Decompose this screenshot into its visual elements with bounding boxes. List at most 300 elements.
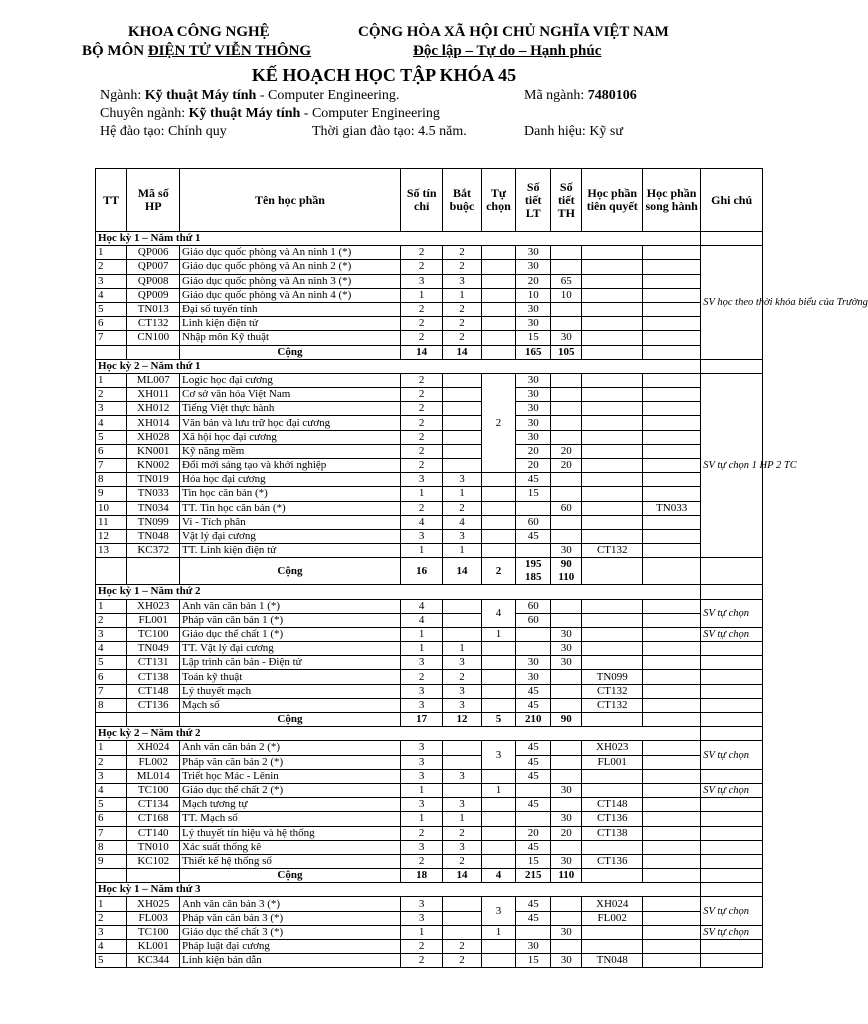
total-row bbox=[96, 558, 763, 585]
table-cell bbox=[551, 911, 582, 925]
column-header: Học phần tiên quyết bbox=[582, 169, 643, 232]
table-row bbox=[96, 317, 763, 331]
table-row bbox=[96, 430, 763, 444]
table-cell bbox=[582, 713, 643, 727]
table-cell bbox=[551, 897, 582, 911]
table-cell bbox=[642, 798, 700, 812]
table-cell: 15 bbox=[516, 487, 551, 501]
table-cell: 4 bbox=[96, 288, 127, 302]
table-cell: 2 bbox=[400, 826, 443, 840]
table-cell: CT132 bbox=[127, 317, 180, 331]
table-cell: TT. Mạch số bbox=[180, 812, 401, 826]
remark-cell: SV tự chọn bbox=[701, 925, 763, 939]
table-cell: 2 bbox=[443, 302, 481, 316]
table-cell bbox=[443, 627, 481, 641]
table-cell: 2 bbox=[400, 317, 443, 331]
table-cell: 2 bbox=[443, 854, 481, 868]
table-cell bbox=[551, 940, 582, 954]
column-header: Bắt buộc bbox=[443, 169, 481, 232]
table-cell bbox=[642, 826, 700, 840]
table-cell: 7 bbox=[96, 826, 127, 840]
table-cell: 65 bbox=[551, 274, 582, 288]
table-cell bbox=[642, 642, 700, 656]
table-cell: XH028 bbox=[127, 430, 180, 444]
table-cell: 18 bbox=[400, 869, 443, 883]
table-cell: FL001 bbox=[127, 613, 180, 627]
specialization-english: - Computer Engineering bbox=[300, 106, 440, 121]
semester-title: Học kỳ 2 – Năm thứ 1 bbox=[96, 359, 701, 373]
table-cell bbox=[642, 713, 700, 727]
table-cell: 2 bbox=[400, 402, 443, 416]
table-cell: 14 bbox=[443, 869, 481, 883]
table-cell: TT. Linh kiện điện tử bbox=[180, 544, 401, 558]
table-cell: 30 bbox=[551, 783, 582, 797]
table-cell: 30 bbox=[551, 656, 582, 670]
table-cell bbox=[642, 515, 700, 529]
table-cell: 3 bbox=[443, 656, 481, 670]
table-cell: Vi - Tích phân bbox=[180, 515, 401, 529]
table-cell: TN019 bbox=[127, 473, 180, 487]
table-cell bbox=[481, 260, 516, 274]
table-row bbox=[96, 246, 763, 260]
table-cell bbox=[551, 769, 582, 783]
table-cell: 2 bbox=[96, 755, 127, 769]
table-cell bbox=[443, 444, 481, 458]
table-cell: Triết học Mác - Lênin bbox=[180, 769, 401, 783]
table-cell: 3 bbox=[400, 755, 443, 769]
table-cell: XH011 bbox=[127, 388, 180, 402]
table-cell bbox=[642, 812, 700, 826]
table-cell bbox=[642, 260, 700, 274]
table-cell: 3 bbox=[443, 798, 481, 812]
table-cell: 2 bbox=[400, 260, 443, 274]
table-row bbox=[96, 755, 763, 769]
table-cell bbox=[127, 345, 180, 359]
table-cell: KC372 bbox=[127, 544, 180, 558]
table-cell: 45 bbox=[516, 741, 551, 755]
table-cell: 4 bbox=[481, 599, 516, 627]
table-cell: 1 bbox=[400, 627, 443, 641]
table-cell bbox=[551, 260, 582, 274]
table-cell: TN048 bbox=[127, 529, 180, 543]
table-cell bbox=[551, 755, 582, 769]
table-cell: 45 bbox=[516, 840, 551, 854]
table-cell: XH012 bbox=[127, 402, 180, 416]
table-body bbox=[96, 232, 868, 968]
table-cell: CT134 bbox=[127, 798, 180, 812]
table-cell: 8 bbox=[96, 840, 127, 854]
table-cell: 1 bbox=[481, 925, 516, 939]
table-cell: 2 bbox=[400, 302, 443, 316]
table-cell bbox=[96, 345, 127, 359]
table-cell bbox=[481, 473, 516, 487]
table-row bbox=[96, 402, 763, 416]
table-cell: 2 bbox=[400, 501, 443, 515]
table-cell: TN013 bbox=[127, 302, 180, 316]
table-row bbox=[96, 599, 763, 613]
table-cell bbox=[582, 515, 643, 529]
table-cell bbox=[516, 544, 551, 558]
semester-row bbox=[96, 727, 763, 741]
table-cell: 2 bbox=[443, 331, 481, 345]
table-cell bbox=[516, 925, 551, 939]
semester-row bbox=[96, 359, 763, 373]
table-cell bbox=[642, 599, 700, 613]
column-header: Tự chọn bbox=[481, 169, 516, 232]
table-cell: Giáo dục quốc phòng và An ninh 1 (*) bbox=[180, 246, 401, 260]
table-cell bbox=[582, 627, 643, 641]
table-cell bbox=[642, 430, 700, 444]
table-cell: 45 bbox=[516, 755, 551, 769]
table-cell: QP007 bbox=[127, 260, 180, 274]
table-cell: Lý thuyết tín hiệu và hệ thống bbox=[180, 826, 401, 840]
table-cell: Anh văn căn bản 1 (*) bbox=[180, 599, 401, 613]
table-cell: 15 bbox=[516, 954, 551, 968]
table-cell bbox=[642, 402, 700, 416]
major-code bbox=[524, 88, 637, 104]
table-row bbox=[96, 613, 763, 627]
major-code-label: Mã ngành: bbox=[524, 88, 588, 103]
table-cell: 105 bbox=[551, 345, 582, 359]
table-cell bbox=[642, 925, 700, 939]
table-cell: 4 bbox=[400, 515, 443, 529]
major-code-value: 7480106 bbox=[587, 88, 637, 103]
table-cell: XH023 bbox=[127, 599, 180, 613]
table-cell: 1 bbox=[400, 783, 443, 797]
table-cell: 7 bbox=[96, 331, 127, 345]
table-cell: 30 bbox=[551, 642, 582, 656]
table-cell bbox=[551, 302, 582, 316]
table-cell bbox=[551, 613, 582, 627]
table-cell bbox=[582, 430, 643, 444]
table-cell bbox=[582, 331, 643, 345]
table-cell bbox=[516, 627, 551, 641]
remark-cell: SV học theo thời khóa biểu của Trường bbox=[701, 246, 763, 360]
table-cell: Giáo dục quốc phòng và An ninh 2 (*) bbox=[180, 260, 401, 274]
table-cell: XH024 bbox=[127, 741, 180, 755]
table-cell bbox=[481, 826, 516, 840]
table-cell: 2 bbox=[96, 911, 127, 925]
table-cell: 4 bbox=[96, 940, 127, 954]
table-cell: 2 bbox=[400, 373, 443, 387]
table-cell: XH024 bbox=[582, 897, 643, 911]
table-cell: 2 bbox=[400, 940, 443, 954]
table-cell: 3 bbox=[96, 769, 127, 783]
table-cell: 3 bbox=[443, 840, 481, 854]
republic-title: CỘNG HÒA XÃ HỘI CHỦ NGHĨA VIỆT NAM bbox=[358, 24, 669, 40]
table-cell: 4 bbox=[96, 783, 127, 797]
table-cell: Giáo dục quốc phòng và An ninh 4 (*) bbox=[180, 288, 401, 302]
table-cell: CT168 bbox=[127, 812, 180, 826]
table-cell: CT140 bbox=[127, 826, 180, 840]
table-cell: 30 bbox=[516, 246, 551, 260]
table-cell: TN048 bbox=[582, 954, 643, 968]
table-cell bbox=[582, 444, 643, 458]
column-header: Tên học phần bbox=[180, 169, 401, 232]
table-cell: 20 bbox=[551, 459, 582, 473]
table-cell bbox=[481, 840, 516, 854]
table-cell: 1 bbox=[443, 544, 481, 558]
table-cell bbox=[582, 459, 643, 473]
remark-cell: SV tự chọn bbox=[701, 741, 763, 769]
table-cell bbox=[701, 684, 763, 698]
table-cell: QP006 bbox=[127, 246, 180, 260]
table-cell bbox=[551, 402, 582, 416]
table-cell bbox=[642, 940, 700, 954]
table-cell bbox=[582, 473, 643, 487]
table-cell bbox=[642, 684, 700, 698]
remark-cell: SV tự chọn bbox=[701, 599, 763, 627]
table-cell bbox=[642, 656, 700, 670]
table-cell: Anh văn căn bản 3 (*) bbox=[180, 897, 401, 911]
table-cell: 5 bbox=[96, 302, 127, 316]
total-lt-alt: 185 bbox=[524, 571, 542, 584]
table-cell bbox=[701, 940, 763, 954]
table-cell bbox=[443, 897, 481, 911]
table-cell: 3 bbox=[400, 911, 443, 925]
table-cell bbox=[642, 373, 700, 387]
table-row bbox=[96, 783, 763, 797]
table-row bbox=[96, 459, 763, 473]
table-cell: 1 bbox=[400, 544, 443, 558]
remark-cell: SV tự chọn bbox=[701, 897, 763, 925]
table-cell bbox=[642, 911, 700, 925]
table-cell bbox=[701, 232, 763, 246]
table-cell: 1 bbox=[400, 487, 443, 501]
table-cell bbox=[701, 727, 763, 741]
table-cell bbox=[551, 599, 582, 613]
table-row bbox=[96, 826, 763, 840]
table-cell bbox=[551, 840, 582, 854]
major-label: Ngành: bbox=[100, 88, 145, 103]
table-cell bbox=[443, 373, 481, 387]
table-cell bbox=[642, 246, 700, 260]
table-cell: 3 bbox=[443, 473, 481, 487]
table-cell bbox=[582, 274, 643, 288]
table-cell bbox=[701, 769, 763, 783]
table-cell bbox=[443, 741, 481, 755]
table-cell: 10 bbox=[551, 288, 582, 302]
table-cell bbox=[551, 388, 582, 402]
table-cell bbox=[516, 642, 551, 656]
table-cell: 9 bbox=[96, 487, 127, 501]
table-cell: 90 bbox=[551, 713, 582, 727]
table-row bbox=[96, 741, 763, 755]
column-header: Mã số HP bbox=[127, 169, 180, 232]
table-cell: Mạch tương tự bbox=[180, 798, 401, 812]
table-cell bbox=[96, 869, 127, 883]
table-cell: 5 bbox=[96, 430, 127, 444]
table-cell bbox=[481, 274, 516, 288]
table-cell: 3 bbox=[481, 897, 516, 925]
table-cell bbox=[551, 558, 582, 585]
table-cell bbox=[443, 388, 481, 402]
table-cell: 2 bbox=[96, 388, 127, 402]
table-cell bbox=[701, 359, 763, 373]
remark-cell: SV tự chọn bbox=[701, 627, 763, 641]
table-cell: Giáo dục thể chất 3 (*) bbox=[180, 925, 401, 939]
table-cell: 4 bbox=[400, 599, 443, 613]
table-cell: 3 bbox=[96, 925, 127, 939]
table-cell bbox=[481, 656, 516, 670]
column-header: Số tín chỉ bbox=[400, 169, 443, 232]
table-cell bbox=[701, 826, 763, 840]
table-cell: Xác suất thống kê bbox=[180, 840, 401, 854]
table-cell: KN001 bbox=[127, 444, 180, 458]
table-cell bbox=[642, 416, 700, 430]
table-cell bbox=[481, 487, 516, 501]
table-cell bbox=[516, 558, 551, 585]
table-cell bbox=[481, 302, 516, 316]
table-cell: 1 bbox=[443, 812, 481, 826]
table-cell: Linh kiện bán dẫn bbox=[180, 954, 401, 968]
table-cell bbox=[582, 402, 643, 416]
table-cell: 3 bbox=[96, 627, 127, 641]
table-cell: 20 bbox=[551, 826, 582, 840]
table-cell: 4 bbox=[481, 869, 516, 883]
table-cell: 1 bbox=[96, 373, 127, 387]
table-cell bbox=[481, 529, 516, 543]
table-row bbox=[96, 911, 763, 925]
total-label: Cộng bbox=[180, 345, 401, 359]
total-label: Cộng bbox=[180, 869, 401, 883]
table-cell bbox=[642, 388, 700, 402]
table-cell: 45 bbox=[516, 698, 551, 712]
table-cell bbox=[551, 416, 582, 430]
table-cell: 3 bbox=[400, 473, 443, 487]
table-cell: 30 bbox=[551, 812, 582, 826]
table-cell: 20 bbox=[516, 459, 551, 473]
total-label: Cộng bbox=[180, 558, 401, 585]
table-cell bbox=[443, 911, 481, 925]
table-row bbox=[96, 798, 763, 812]
table-cell bbox=[481, 940, 516, 954]
table-header-row bbox=[96, 169, 763, 232]
table-cell: 1 bbox=[96, 246, 127, 260]
table-cell: 60 bbox=[516, 515, 551, 529]
column-header: TT bbox=[96, 169, 127, 232]
table-cell: CT131 bbox=[127, 656, 180, 670]
table-cell bbox=[642, 345, 700, 359]
table-cell: 15 bbox=[516, 331, 551, 345]
table-row bbox=[96, 544, 763, 558]
table-cell bbox=[443, 430, 481, 444]
table-cell: 60 bbox=[551, 501, 582, 515]
table-row bbox=[96, 954, 763, 968]
table-cell: 7 bbox=[96, 459, 127, 473]
table-cell: 2 bbox=[443, 954, 481, 968]
table-cell: 7 bbox=[96, 684, 127, 698]
table-cell: 2 bbox=[400, 430, 443, 444]
table-cell: 3 bbox=[400, 274, 443, 288]
table-cell bbox=[481, 698, 516, 712]
table-cell: 2 bbox=[481, 373, 516, 472]
table-cell: FL001 bbox=[582, 755, 643, 769]
table-cell: 4 bbox=[400, 613, 443, 627]
table-cell bbox=[481, 317, 516, 331]
table-cell: TN099 bbox=[127, 515, 180, 529]
table-cell: 3 bbox=[443, 769, 481, 783]
table-cell: 3 bbox=[400, 897, 443, 911]
table-cell bbox=[642, 741, 700, 755]
table-cell: 30 bbox=[516, 260, 551, 274]
table-cell bbox=[642, 954, 700, 968]
table-cell: 2 bbox=[400, 459, 443, 473]
table-cell: 45 bbox=[516, 798, 551, 812]
semester-title: Học kỳ 1 – Năm thứ 2 bbox=[96, 585, 701, 599]
table-cell bbox=[481, 812, 516, 826]
table-cell bbox=[481, 769, 516, 783]
table-cell bbox=[701, 698, 763, 712]
table-cell: FL002 bbox=[127, 755, 180, 769]
department-underlined: ĐIỆN TỬ VIỄN THÔNG bbox=[147, 43, 312, 59]
table-cell: 1 bbox=[481, 627, 516, 641]
table-cell bbox=[642, 302, 700, 316]
table-row bbox=[96, 897, 763, 911]
table-cell: 6 bbox=[96, 670, 127, 684]
table-cell bbox=[481, 501, 516, 515]
table-cell bbox=[582, 302, 643, 316]
table-cell: 1 bbox=[443, 642, 481, 656]
training-duration: Thời gian đào tạo: 4.5 năm. bbox=[312, 124, 467, 139]
table-cell: 215 bbox=[516, 869, 551, 883]
table-cell: 1 bbox=[481, 783, 516, 797]
table-cell: TN033 bbox=[642, 501, 700, 515]
table-cell: Pháp luật đại cương bbox=[180, 940, 401, 954]
table-cell: 10 bbox=[516, 288, 551, 302]
faculty-name: KHOA CÔNG NGHỆ bbox=[128, 24, 270, 40]
degree-title: Danh hiệu: Kỹ sư bbox=[524, 124, 623, 139]
table-cell bbox=[701, 656, 763, 670]
table-row bbox=[96, 515, 763, 529]
table-cell: TC100 bbox=[127, 925, 180, 939]
total-row bbox=[96, 713, 763, 727]
table-cell bbox=[551, 246, 582, 260]
table-cell bbox=[443, 459, 481, 473]
major-line bbox=[100, 88, 399, 104]
table-cell: Văn bản và lưu trữ học đại cương bbox=[180, 416, 401, 430]
table-cell bbox=[551, 515, 582, 529]
table-cell: 30 bbox=[516, 317, 551, 331]
table-cell bbox=[642, 487, 700, 501]
table-cell: 2 bbox=[400, 388, 443, 402]
table-cell: 3 bbox=[400, 741, 443, 755]
table-cell bbox=[443, 613, 481, 627]
table-cell: 210 bbox=[516, 713, 551, 727]
semester-row bbox=[96, 883, 763, 897]
table-cell bbox=[701, 558, 763, 585]
table-cell bbox=[701, 670, 763, 684]
table-cell bbox=[642, 613, 700, 627]
table-cell bbox=[642, 444, 700, 458]
table-cell bbox=[701, 812, 763, 826]
table-cell: 3 bbox=[400, 840, 443, 854]
table-cell bbox=[551, 430, 582, 444]
table-cell bbox=[481, 345, 516, 359]
table-cell bbox=[443, 402, 481, 416]
semester-row bbox=[96, 232, 763, 246]
table-cell: 3 bbox=[481, 741, 516, 769]
table-cell bbox=[481, 954, 516, 968]
table-cell bbox=[551, 698, 582, 712]
table-cell: 60 bbox=[516, 613, 551, 627]
table-cell bbox=[551, 529, 582, 543]
table-cell: 20 bbox=[516, 274, 551, 288]
table-cell bbox=[582, 925, 643, 939]
table-cell: 2 bbox=[400, 854, 443, 868]
table-cell: CT148 bbox=[127, 684, 180, 698]
table-cell bbox=[642, 558, 700, 585]
